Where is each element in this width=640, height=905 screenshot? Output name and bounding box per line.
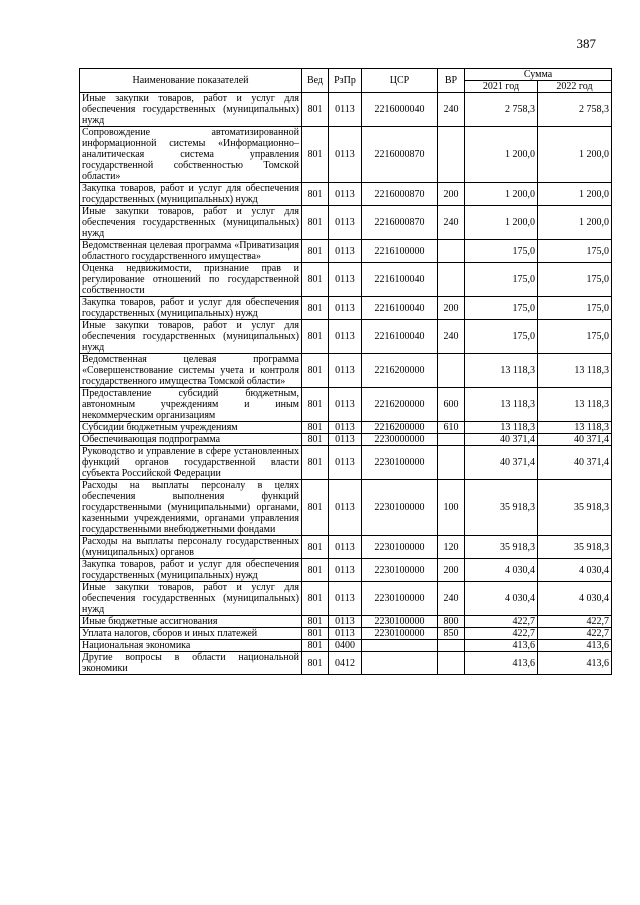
cell-s2022: 175,0 xyxy=(538,240,612,263)
cell-s2022: 40 371,4 xyxy=(538,434,612,446)
cell-ved: 801 xyxy=(302,652,329,675)
table-row xyxy=(80,354,612,388)
cell-s2022: 13 118,3 xyxy=(538,354,612,388)
budget-table xyxy=(79,68,612,675)
header-csr: ЦСР xyxy=(362,69,438,93)
cell-ved: 801 xyxy=(302,320,329,354)
cell-ved: 801 xyxy=(302,628,329,640)
table-row xyxy=(80,388,612,422)
cell-csr: 2230100000 xyxy=(362,536,438,559)
header-name: Наименование показателей xyxy=(80,69,302,93)
cell-name: Закупка товаров, работ и услуг для обеспечения государственных (муниципальных) нужд xyxy=(80,559,302,582)
cell-ved: 801 xyxy=(302,263,329,297)
cell-rzpr: 0113 xyxy=(329,388,362,422)
cell-s2021: 413,6 xyxy=(465,640,538,652)
cell-ved: 801 xyxy=(302,559,329,582)
table-row xyxy=(80,206,612,240)
cell-csr: 2216200000 xyxy=(362,354,438,388)
cell-ved: 801 xyxy=(302,480,329,536)
cell-ved: 801 xyxy=(302,183,329,206)
cell-s2022: 4 030,4 xyxy=(538,559,612,582)
cell-rzpr: 0412 xyxy=(329,652,362,675)
cell-csr: 2230100000 xyxy=(362,559,438,582)
cell-vr: 610 xyxy=(438,422,465,434)
cell-csr: 2216100000 xyxy=(362,240,438,263)
cell-vr: 800 xyxy=(438,616,465,628)
cell-vr: 200 xyxy=(438,559,465,582)
cell-s2022: 422,7 xyxy=(538,616,612,628)
cell-s2021: 4 030,4 xyxy=(465,582,538,616)
cell-csr: 2230100000 xyxy=(362,480,438,536)
table-header xyxy=(80,69,612,93)
table-row xyxy=(80,536,612,559)
cell-s2022: 2 758,3 xyxy=(538,93,612,127)
table-row xyxy=(80,480,612,536)
cell-csr: 2230000000 xyxy=(362,434,438,446)
cell-name: Уплата налогов, сборов и иных платежей xyxy=(80,628,302,640)
cell-s2022: 13 118,3 xyxy=(538,422,612,434)
cell-rzpr: 0113 xyxy=(329,297,362,320)
cell-ved: 801 xyxy=(302,446,329,480)
page-number: 387 xyxy=(576,36,596,51)
cell-rzpr: 0113 xyxy=(329,263,362,297)
cell-rzpr: 0113 xyxy=(329,628,362,640)
table-row xyxy=(80,263,612,297)
cell-vr xyxy=(438,240,465,263)
cell-vr: 240 xyxy=(438,320,465,354)
cell-s2022: 4 030,4 xyxy=(538,582,612,616)
cell-ved: 801 xyxy=(302,297,329,320)
table-row xyxy=(80,640,612,652)
cell-rzpr: 0113 xyxy=(329,480,362,536)
cell-name: Национальная экономика xyxy=(80,640,302,652)
table-row xyxy=(80,559,612,582)
cell-s2022: 1 200,0 xyxy=(538,183,612,206)
cell-csr: 2216100040 xyxy=(362,263,438,297)
cell-s2021: 413,6 xyxy=(465,652,538,675)
cell-s2021: 422,7 xyxy=(465,616,538,628)
table-row xyxy=(80,297,612,320)
cell-rzpr: 0113 xyxy=(329,93,362,127)
cell-ved: 801 xyxy=(302,240,329,263)
cell-rzpr: 0113 xyxy=(329,206,362,240)
cell-name: Иные закупки товаров, работ и услуг для обеспечения государственных (муниципальных) нужд xyxy=(80,93,302,127)
cell-name: Сопровождение автоматизированной информационной системы «Информационно–аналитическая система управления государственной собственностью Томской области» xyxy=(80,127,302,183)
cell-rzpr: 0113 xyxy=(329,582,362,616)
cell-name: Закупка товаров, работ и услуг для обеспечения государственных (муниципальных) нужд xyxy=(80,183,302,206)
cell-csr: 2230100000 xyxy=(362,628,438,640)
cell-rzpr: 0113 xyxy=(329,354,362,388)
cell-s2021: 175,0 xyxy=(465,297,538,320)
cell-ved: 801 xyxy=(302,93,329,127)
table-row xyxy=(80,652,612,675)
table-row xyxy=(80,616,612,628)
cell-name: Расходы на выплаты персоналу в целях обеспечения выполнения функций государственными (муниципальными) органами, казенными учреждениями, органами управления государственными внебюджетными фондами xyxy=(80,480,302,536)
cell-name: Расходы на выплаты персоналу государственных (муниципальных) органов xyxy=(80,536,302,559)
cell-s2022: 422,7 xyxy=(538,628,612,640)
cell-s2022: 35 918,3 xyxy=(538,536,612,559)
table-row xyxy=(80,422,612,434)
cell-s2022: 1 200,0 xyxy=(538,127,612,183)
table-row xyxy=(80,127,612,183)
cell-s2021: 13 118,3 xyxy=(465,422,538,434)
cell-csr: 2216100040 xyxy=(362,297,438,320)
cell-vr: 600 xyxy=(438,388,465,422)
cell-s2021: 4 030,4 xyxy=(465,559,538,582)
cell-name: Иные бюджетные ассигнования xyxy=(80,616,302,628)
cell-vr xyxy=(438,354,465,388)
cell-s2021: 175,0 xyxy=(465,320,538,354)
cell-s2022: 413,6 xyxy=(538,640,612,652)
cell-ved: 801 xyxy=(302,422,329,434)
cell-s2022: 1 200,0 xyxy=(538,206,612,240)
cell-name: Закупка товаров, работ и услуг для обеспечения государственных (муниципальных) нужд xyxy=(80,297,302,320)
table-row xyxy=(80,183,612,206)
cell-s2021: 35 918,3 xyxy=(465,536,538,559)
cell-vr xyxy=(438,127,465,183)
cell-s2021: 1 200,0 xyxy=(465,206,538,240)
cell-rzpr: 0400 xyxy=(329,640,362,652)
table-row xyxy=(80,320,612,354)
cell-s2022: 175,0 xyxy=(538,320,612,354)
cell-name: Обеспечивающая подпрограмма xyxy=(80,434,302,446)
cell-csr xyxy=(362,652,438,675)
header-rzpr: РзПр xyxy=(329,69,362,93)
cell-vr: 240 xyxy=(438,582,465,616)
cell-vr: 240 xyxy=(438,93,465,127)
cell-csr: 2216200000 xyxy=(362,422,438,434)
table-row xyxy=(80,582,612,616)
cell-vr: 120 xyxy=(438,536,465,559)
cell-ved: 801 xyxy=(302,582,329,616)
cell-csr: 2216000040 xyxy=(362,93,438,127)
cell-vr: 100 xyxy=(438,480,465,536)
cell-s2021: 13 118,3 xyxy=(465,388,538,422)
cell-vr: 850 xyxy=(438,628,465,640)
table-row xyxy=(80,240,612,263)
cell-s2022: 175,0 xyxy=(538,263,612,297)
cell-ved: 801 xyxy=(302,127,329,183)
cell-ved: 801 xyxy=(302,536,329,559)
cell-name: Другие вопросы в области национальной экономики xyxy=(80,652,302,675)
cell-rzpr: 0113 xyxy=(329,240,362,263)
cell-name: Иные закупки товаров, работ и услуг для обеспечения государственных (муниципальных) нужд xyxy=(80,206,302,240)
cell-csr: 2216000870 xyxy=(362,206,438,240)
cell-ved: 801 xyxy=(302,640,329,652)
cell-vr xyxy=(438,652,465,675)
cell-s2021: 40 371,4 xyxy=(465,434,538,446)
cell-ved: 801 xyxy=(302,616,329,628)
cell-rzpr: 0113 xyxy=(329,559,362,582)
cell-rzpr: 0113 xyxy=(329,183,362,206)
header-vr: ВР xyxy=(438,69,465,93)
table-row xyxy=(80,446,612,480)
cell-rzpr: 0113 xyxy=(329,446,362,480)
cell-name: Иные закупки товаров, работ и услуг для обеспечения государственных (муниципальных) нужд xyxy=(80,320,302,354)
cell-vr: 240 xyxy=(438,206,465,240)
cell-csr: 2230100000 xyxy=(362,616,438,628)
cell-s2021: 422,7 xyxy=(465,628,538,640)
cell-s2022: 13 118,3 xyxy=(538,388,612,422)
cell-s2021: 175,0 xyxy=(465,240,538,263)
cell-s2021: 13 118,3 xyxy=(465,354,538,388)
cell-csr: 2216000870 xyxy=(362,127,438,183)
cell-rzpr: 0113 xyxy=(329,422,362,434)
cell-csr xyxy=(362,640,438,652)
cell-s2021: 175,0 xyxy=(465,263,538,297)
cell-name: Оценка недвижимости, признание прав и регулирование отношений по государственной собственности xyxy=(80,263,302,297)
cell-s2022: 40 371,4 xyxy=(538,446,612,480)
cell-s2021: 1 200,0 xyxy=(465,127,538,183)
header-2021: 2021 год xyxy=(465,81,538,93)
cell-name: Предоставление субсидий бюджетным, автономным учреждениям и иным некоммерческим организациям xyxy=(80,388,302,422)
cell-ved: 801 xyxy=(302,434,329,446)
cell-name: Руководство и управление в сфере установленных функций органов государственной власти субъекта Российской Федерации xyxy=(80,446,302,480)
cell-s2022: 35 918,3 xyxy=(538,480,612,536)
header-2022: 2022 год xyxy=(538,81,612,93)
cell-vr: 200 xyxy=(438,297,465,320)
cell-ved: 801 xyxy=(302,388,329,422)
cell-csr: 2230100000 xyxy=(362,582,438,616)
cell-rzpr: 0113 xyxy=(329,434,362,446)
cell-rzpr: 0113 xyxy=(329,536,362,559)
cell-s2022: 413,6 xyxy=(538,652,612,675)
cell-csr: 2216000870 xyxy=(362,183,438,206)
table-body xyxy=(80,93,612,675)
cell-s2021: 40 371,4 xyxy=(465,446,538,480)
cell-s2021: 1 200,0 xyxy=(465,183,538,206)
cell-name: Иные закупки товаров, работ и услуг для обеспечения государственных (муниципальных) нужд xyxy=(80,582,302,616)
cell-s2021: 35 918,3 xyxy=(465,480,538,536)
cell-rzpr: 0113 xyxy=(329,616,362,628)
cell-vr xyxy=(438,640,465,652)
cell-s2022: 175,0 xyxy=(538,297,612,320)
cell-name: Субсидии бюджетным учреждениям xyxy=(80,422,302,434)
cell-name: Ведомственная целевая программа «Совершенствование системы учета и контроля государственного имущества Томской области» xyxy=(80,354,302,388)
cell-vr xyxy=(438,434,465,446)
cell-csr: 2216100040 xyxy=(362,320,438,354)
cell-vr xyxy=(438,263,465,297)
cell-s2021: 2 758,3 xyxy=(465,93,538,127)
cell-csr: 2216200000 xyxy=(362,388,438,422)
header-sum: Сумма xyxy=(465,69,612,81)
cell-rzpr: 0113 xyxy=(329,127,362,183)
cell-vr xyxy=(438,446,465,480)
cell-rzpr: 0113 xyxy=(329,320,362,354)
cell-csr: 2230100000 xyxy=(362,446,438,480)
table-row xyxy=(80,93,612,127)
cell-ved: 801 xyxy=(302,354,329,388)
cell-name: Ведомственная целевая программа «Приватизация областного государственного имущества» xyxy=(80,240,302,263)
cell-ved: 801 xyxy=(302,206,329,240)
table-row xyxy=(80,434,612,446)
table-row xyxy=(80,628,612,640)
cell-vr: 200 xyxy=(438,183,465,206)
header-ved: Вед xyxy=(302,69,329,93)
